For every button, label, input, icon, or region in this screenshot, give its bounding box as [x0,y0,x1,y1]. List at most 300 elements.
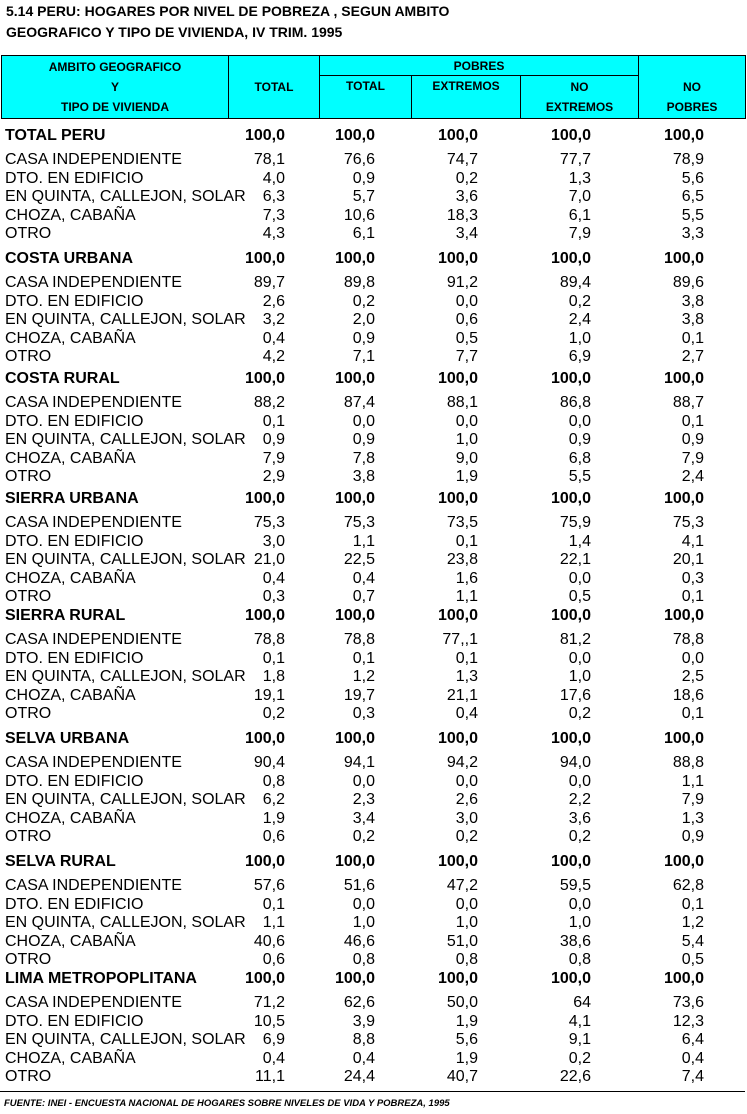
cell-value: 0,1 [262,895,285,913]
cell-value: 3,3 [681,225,704,243]
cell-value: 0,2 [352,828,375,846]
cell-value: 0,4 [262,1049,285,1067]
row-label: OTRO [5,588,52,606]
cell-value: 1,1 [262,914,285,932]
cell-value: 0,1 [681,705,704,723]
header-no-extremos-line1: NO [570,80,589,94]
cell-value: 0,2 [262,705,285,723]
cell-value: 0,2 [568,828,591,846]
cell-value: 5,6 [455,1031,478,1049]
cell-value: 4,1 [568,1012,591,1030]
table-row [0,533,747,551]
table-row [0,413,747,431]
row-label: CASA INDEPENDIENTE [5,151,182,168]
cell-value: 89,4 [559,274,591,291]
header-pobres-total-label: TOTAL [346,79,385,93]
cell-value: 89,6 [672,274,704,291]
cell-value: 100,0 [334,127,375,144]
cell-value: 0,1 [262,412,285,430]
section-total-row [0,853,747,871]
cell-value: 100,0 [550,730,591,747]
cell-value: 7,9 [568,225,591,243]
cell-value: 3,6 [455,188,478,206]
table-row [0,896,747,914]
table-row [0,330,747,348]
section-total-row [0,730,747,748]
cell-value: 0,1 [352,649,375,667]
cell-value: 0,4 [262,569,285,587]
cell-value: 21,0 [253,551,285,569]
header-pobres-label: POBRES [453,59,505,73]
cell-value: 6,2 [262,791,285,809]
row-label: EN QUINTA, CALLEJON, SOLAR [5,431,246,449]
table-row [0,170,747,188]
cell-value: 73,5 [446,514,478,531]
cell-value: 6,1 [568,206,591,224]
section-name: TOTAL PERU [5,127,106,144]
cell-value: 0,0 [681,649,704,667]
cell-value: 100,0 [663,370,704,387]
cell-value: 6,5 [681,188,704,206]
row-label: OTRO [5,1068,52,1086]
row-label: CHOZA, CABAÑA [5,1049,136,1067]
row-label: DTO. EN EDIFICIO [5,895,144,913]
table-row [0,828,747,846]
cell-value: 100,0 [663,970,704,987]
cell-value: 100,0 [550,370,591,387]
cell-value: 62,6 [343,994,375,1011]
cell-value: 100,0 [244,490,285,507]
table-title-line2: GEOGRAFICO Y TIPO DE VIVIENDA, IV TRIM. 1995 [6,24,343,40]
cell-value: 0,9 [681,828,704,846]
cell-value: 3,0 [262,532,285,550]
cell-value: 100,0 [244,853,285,870]
cell-value: 1,0 [568,914,591,932]
cell-value: 74,7 [446,151,478,168]
cell-value: 10,5 [253,1012,285,1030]
cell-value: 86,8 [559,394,591,411]
cell-value: 1,3 [568,169,591,187]
section-name: SIERRA RURAL [5,607,126,624]
cell-value: 0,4 [352,569,375,587]
cell-value: 3,8 [681,292,704,310]
header-no-extremos [520,75,639,119]
cell-value: 1,8 [262,668,285,686]
cell-value: 0,0 [568,569,591,587]
row-label: CASA INDEPENDIENTE [5,877,182,894]
table-row [0,668,747,686]
cell-value: 1,1 [681,772,704,790]
cell-value: 0,1 [262,649,285,667]
cell-value: 78,8 [672,631,704,648]
cell-value: 0,1 [681,329,704,347]
cell-value: 4,3 [262,225,285,243]
row-label: OTRO [5,828,52,846]
header-pobres [319,55,639,76]
cell-value: 100,0 [334,607,375,624]
cell-value: 0,1 [681,895,704,913]
header-ambito-line3: TIPO DE VIVIENDA [60,100,170,114]
row-label: CHOZA, CABAÑA [5,449,136,467]
table-row [0,468,747,486]
cell-value: 18,6 [672,686,704,704]
cell-value: 7,9 [681,791,704,809]
cell-value: 94,1 [343,754,375,771]
row-label: CASA INDEPENDIENTE [5,274,182,291]
table-title-line1: 5.14 PERU: HOGARES POR NIVEL DE POBREZA , SEGUN AMBITO [6,3,450,19]
cell-value: 91,2 [446,274,478,291]
cell-value: 51,0 [446,932,478,950]
cell-value: 2,3 [352,791,375,809]
cell-value: 0,0 [568,895,591,913]
cell-value: 7,8 [352,449,375,467]
row-label: EN QUINTA, CALLEJON, SOLAR [5,1031,246,1049]
cell-value: 7,9 [262,449,285,467]
cell-value: 100,0 [663,250,704,267]
cell-value: 0,0 [352,772,375,790]
row-label: DTO. EN EDIFICIO [5,649,144,667]
cell-value: 7,4 [681,1068,704,1086]
section-name: COSTA RURAL [5,370,120,387]
cell-value: 0,2 [352,292,375,310]
cell-value: 0,3 [262,588,285,606]
table-row [0,311,747,329]
table-row [0,274,747,292]
cell-value: 6,3 [262,188,285,206]
cell-value: 1,3 [681,809,704,827]
header-extremos [411,75,521,119]
cell-value: 0,0 [455,292,478,310]
cell-value: 75,3 [672,514,704,531]
cell-value: 8,8 [352,1031,375,1049]
cell-value: 94,2 [446,754,478,771]
cell-value: 87,4 [343,394,375,411]
section-total-row [0,970,747,988]
table-row [0,951,747,969]
row-label: CHOZA, CABAÑA [5,686,136,704]
section-total-row [0,490,747,508]
section-total-row [0,250,747,268]
cell-value: 4,0 [262,169,285,187]
cell-value: 100,0 [550,250,591,267]
cell-value: 19,7 [343,686,375,704]
cell-value: 1,1 [455,588,478,606]
cell-value: 0,9 [352,329,375,347]
row-label: DTO. EN EDIFICIO [5,532,144,550]
cell-value: 51,6 [343,877,375,894]
cell-value: 0,6 [262,828,285,846]
footer-rule [0,1091,745,1092]
cell-value: 7,1 [352,348,375,366]
cell-value: 100,0 [663,607,704,624]
table-row [0,293,747,311]
cell-value: 0,1 [455,649,478,667]
table-row [0,1068,747,1086]
cell-value: 100,0 [437,607,478,624]
cell-value: 0,9 [568,431,591,449]
cell-value: 0,4 [681,1049,704,1067]
table-row [0,450,747,468]
table-row [0,570,747,588]
cell-value: 11,1 [255,1068,285,1086]
table-row [0,810,747,828]
cell-value: 4,1 [681,532,704,550]
cell-value: 22,6 [559,1068,591,1086]
cell-value: 0,9 [352,169,375,187]
cell-value: 100,0 [244,370,285,387]
header-no-pobres [638,55,746,119]
cell-value: 3,8 [352,468,375,486]
cell-value: 40,6 [253,932,285,950]
header-no-pobres-line1: NO [683,80,701,94]
row-label: CASA INDEPENDIENTE [5,631,182,648]
cell-value: 88,2 [253,394,285,411]
cell-value: 100,0 [334,490,375,507]
row-label: EN QUINTA, CALLEJON, SOLAR [5,188,246,206]
row-label: EN QUINTA, CALLEJON, SOLAR [5,668,246,686]
cell-value: 1,2 [681,914,704,932]
row-label: CHOZA, CABAÑA [5,809,136,827]
cell-value: 1,9 [455,468,478,486]
cell-value: 10,6 [343,206,375,224]
cell-value: 9,1 [568,1031,591,1049]
cell-value: 7,0 [568,188,591,206]
cell-value: 38,6 [559,932,591,950]
cell-value: 100,0 [244,250,285,267]
cell-value: 81,2 [559,631,591,648]
cell-value: 71,2 [253,994,285,1011]
cell-value: 0,5 [455,329,478,347]
row-label: DTO. EN EDIFICIO [5,1012,144,1030]
cell-value: 90,4 [253,754,285,771]
cell-value: 6,9 [568,348,591,366]
cell-value: 78,1 [253,151,285,168]
row-label: EN QUINTA, CALLEJON, SOLAR [5,914,246,932]
cell-value: 73,6 [672,994,704,1011]
cell-value: 12,3 [672,1012,704,1030]
cell-value: 0,0 [568,412,591,430]
cell-value: 100,0 [550,127,591,144]
header-pobres-total [319,75,412,119]
table-row [0,588,747,606]
cell-value: 1,9 [262,809,285,827]
cell-value: 100,0 [334,250,375,267]
cell-value: 1,0 [455,431,478,449]
cell-value: 3,0 [455,809,478,827]
cell-value: 23,8 [446,551,478,569]
table-row [0,705,747,723]
cell-value: 2,4 [568,311,591,329]
cell-value: 3,8 [681,311,704,329]
cell-value: 62,8 [672,877,704,894]
cell-value: 5,5 [681,206,704,224]
table-row [0,791,747,809]
table-row [0,431,747,449]
table-row [0,773,747,791]
section-total-row [0,127,747,145]
cell-value: 88,8 [672,754,704,771]
cell-value: 2,4 [681,468,704,486]
cell-value: 100,0 [437,127,478,144]
cell-value: 75,9 [559,514,591,531]
cell-value: 77,,1 [442,631,478,648]
cell-value: 89,7 [253,274,285,291]
section-name: LIMA METROPOPLITANA [5,970,197,987]
cell-value: 0,1 [681,412,704,430]
cell-value: 1,1 [352,532,375,550]
cell-value: 1,2 [352,668,375,686]
cell-value: 57,6 [253,877,285,894]
cell-value: 0,0 [568,772,591,790]
cell-value: 100,0 [437,370,478,387]
cell-value: 100,0 [437,730,478,747]
row-label: OTRO [5,225,52,243]
cell-value: 3,6 [568,809,591,827]
row-label: OTRO [5,468,52,486]
cell-value: 0,5 [681,951,704,969]
row-label: CASA INDEPENDIENTE [5,754,182,771]
cell-value: 2,6 [455,791,478,809]
cell-value: 3,4 [352,809,375,827]
row-label: CHOZA, CABAÑA [5,569,136,587]
cell-value: 0,0 [352,895,375,913]
header-ambito [1,55,229,119]
cell-value: 100,0 [334,730,375,747]
cell-value: 76,6 [343,151,375,168]
section-total-row [0,370,747,388]
cell-value: 1,4 [568,532,591,550]
cell-value: 94,0 [559,754,591,771]
cell-value: 100,0 [244,970,285,987]
cell-value: 9,0 [455,449,478,467]
section-total-row [0,607,747,625]
cell-value: 0,3 [681,569,704,587]
cell-value: 46,6 [343,932,375,950]
table-header [0,55,747,119]
cell-value: 0,0 [455,895,478,913]
cell-value: 100,0 [437,853,478,870]
cell-value: 50,0 [446,994,478,1011]
section-name: COSTA URBANA [5,250,133,267]
table-row [0,994,747,1012]
cell-value: 0,6 [455,311,478,329]
cell-value: 59,5 [559,877,591,894]
cell-value: 100,0 [334,970,375,987]
cell-value: 0,7 [352,588,375,606]
table-row [0,877,747,895]
cell-value: 75,3 [343,514,375,531]
table-row [0,631,747,649]
cell-value: 0,2 [568,705,591,723]
section-name: SIERRA URBANA [5,490,139,507]
header-total-label: TOTAL [254,80,294,94]
cell-value: 0,2 [455,828,478,846]
cell-value: 7,3 [262,206,285,224]
cell-value: 0,0 [352,412,375,430]
cell-value: 1,9 [455,1049,478,1067]
cell-value: 64 [573,994,591,1011]
row-label: CHOZA, CABAÑA [5,206,136,224]
row-label: EN QUINTA, CALLEJON, SOLAR [5,791,246,809]
cell-value: 0,9 [262,431,285,449]
cell-value: 3,9 [352,1012,375,1030]
header-extremos-label: EXTREMOS [432,79,500,93]
cell-value: 1,0 [352,914,375,932]
row-label: CASA INDEPENDIENTE [5,514,182,531]
cell-value: 6,8 [568,449,591,467]
cell-value: 18,3 [446,206,478,224]
table-row [0,1031,747,1049]
cell-value: 75,3 [253,514,285,531]
cell-value: 5,6 [681,169,704,187]
cell-value: 0,0 [455,412,478,430]
cell-value: 40,7 [446,1068,478,1086]
cell-value: 1,0 [455,914,478,932]
cell-value: 17,6 [559,686,591,704]
row-label: OTRO [5,951,52,969]
cell-value: 22,1 [559,551,591,569]
cell-value: 0,8 [262,772,285,790]
row-label: EN QUINTA, CALLEJON, SOLAR [5,311,246,329]
cell-value: 100,0 [550,970,591,987]
table-row [0,754,747,772]
cell-value: 0,4 [352,1049,375,1067]
table-row [0,394,747,412]
cell-value: 1,9 [455,1012,478,1030]
cell-value: 0,6 [262,951,285,969]
cell-value: 1,3 [455,668,478,686]
row-label: OTRO [5,705,52,723]
cell-value: 100,0 [244,607,285,624]
row-label: OTRO [5,348,52,366]
table-row [0,687,747,705]
cell-value: 78,9 [672,151,704,168]
row-label: CASA INDEPENDIENTE [5,994,182,1011]
cell-value: 0,5 [568,588,591,606]
cell-value: 6,1 [352,225,375,243]
cell-value: 100,0 [663,127,704,144]
cell-value: 7,7 [455,348,478,366]
row-label: DTO. EN EDIFICIO [5,772,144,790]
footnote: FUENTE: INEI - ENCUESTA NACIONAL DE HOGARES SOBRE NIVELES DE VIDA Y POBREZA, 1995 [4,1098,450,1109]
cell-value: 0,4 [455,705,478,723]
cell-value: 0,9 [681,431,704,449]
cell-value: 5,4 [681,932,704,950]
cell-value: 2,6 [262,292,285,310]
cell-value: 100,0 [663,730,704,747]
cell-value: 78,8 [343,631,375,648]
cell-value: 1,6 [455,569,478,587]
cell-value: 0,8 [352,951,375,969]
table-row [0,1013,747,1031]
cell-value: 22,5 [343,551,375,569]
cell-value: 2,9 [262,468,285,486]
row-label: CASA INDEPENDIENTE [5,394,182,411]
cell-value: 88,1 [446,394,478,411]
cell-value: 20,1 [672,551,704,569]
table-row [0,207,747,225]
table-row [0,650,747,668]
header-ambito-line1: AMBITO GEOGRAFICO [48,60,182,74]
table-row [0,1050,747,1068]
cell-value: 0,8 [568,951,591,969]
cell-value: 2,0 [352,311,375,329]
cell-value: 3,2 [262,311,285,329]
row-label: DTO. EN EDIFICIO [5,412,144,430]
cell-value: 0,1 [455,532,478,550]
cell-value: 21,1 [446,686,478,704]
cell-value: 100,0 [244,127,285,144]
